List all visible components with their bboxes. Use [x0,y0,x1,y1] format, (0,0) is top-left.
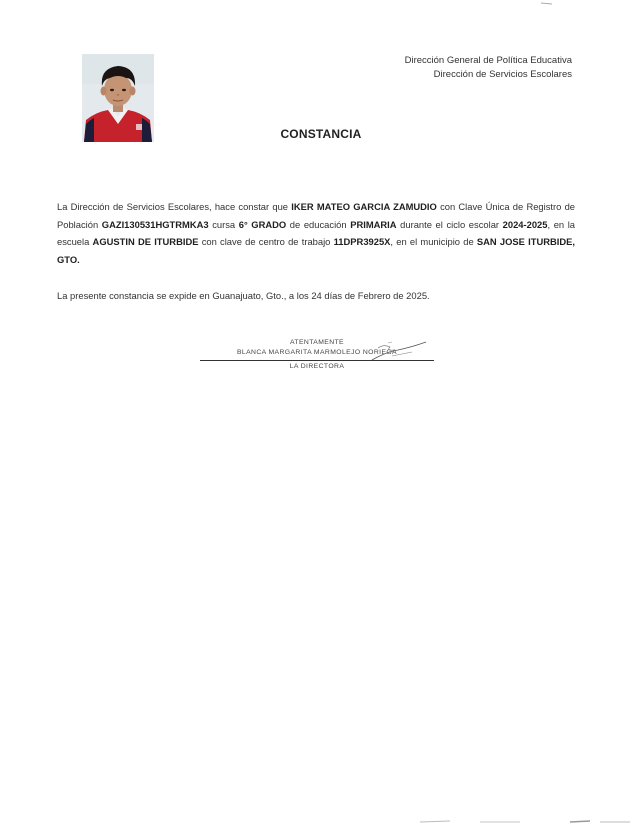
signature-salutation: ATENTAMENTE [290,339,344,346]
handwritten-signature [368,338,430,364]
scan-artifact-bottom-edge [420,818,638,825]
school-year: 2024-2025 [502,218,548,230]
document-title [0,127,638,141]
body-text-part: durante el ciclo escolar [396,218,503,230]
municipality: SAN JOSE ITURBIDE, GTO. [57,236,576,265]
scan-artifact-mark [540,0,554,6]
issue-date-statement: La presente constancia se expide en Guanajuato, Gto., a los 24 días de Febrero de 2025. [57,290,430,301]
school-name: AGUSTIN DE ITURBIDE [92,236,199,247]
student-curp: GAZI130531HGTRMKA3 [101,218,209,230]
certificate-body [57,198,575,268]
signatory-name: BLANCA MARGARITA MARMOLEJO NORIEGA [200,348,434,361]
student-grade: 6° GRADO [238,218,287,230]
education-level: PRIMARIA [350,218,397,230]
body-text-part: de educación [286,218,351,230]
document-title-text: CONSTANCIA [280,127,362,141]
body-text-part: La Dirección de Servicios Escolares, hace constar que [57,201,292,212]
body-text-part: cursa [208,218,239,230]
header-directorate-line: Dirección General de Política Educativa [404,55,572,66]
school-key: 11DPR3925X [333,236,391,247]
body-text-part: , en la escuela [57,218,576,247]
body-text-part: , en el municipio de [390,236,477,247]
body-text-part: con Clave Única de Registro de Población [57,201,576,230]
signatory-role: LA DIRECTORA [289,363,345,370]
body-text-part: con clave de centro de trabajo [198,236,334,247]
header-services-line: Dirección de Servicios Escolares [433,69,572,80]
header-block [405,54,572,82]
student-name: IKER MATEO GARCIA ZAMUDIO [291,201,437,212]
